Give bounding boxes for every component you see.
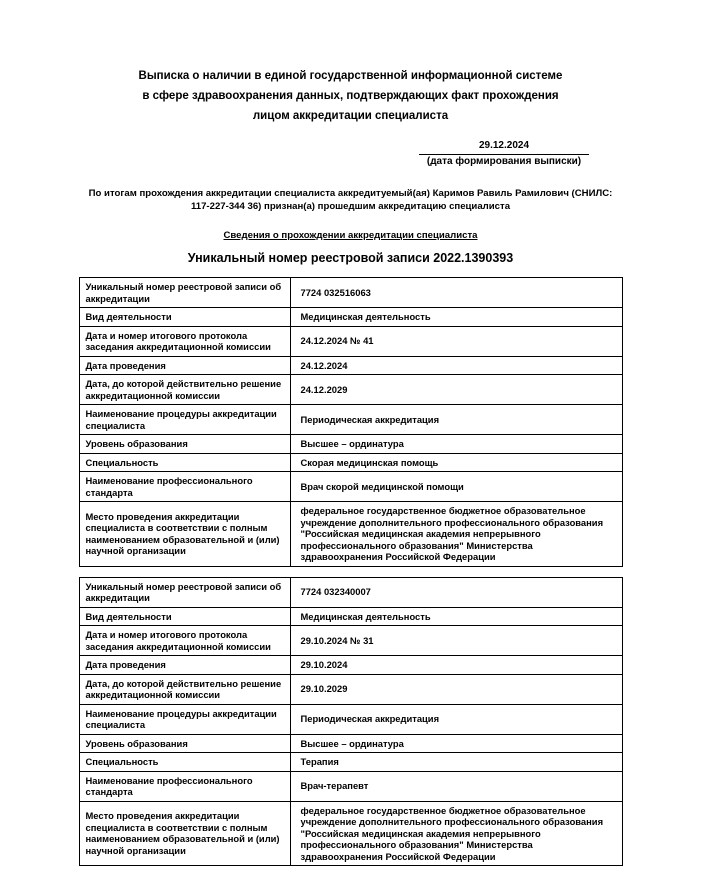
field-value: Высшее – ординатура bbox=[290, 435, 622, 454]
table-row bbox=[79, 472, 622, 502]
table-row bbox=[79, 356, 622, 375]
table-row bbox=[79, 577, 622, 607]
table-row bbox=[79, 771, 622, 801]
field-value: 29.10.2029 bbox=[290, 674, 622, 704]
field-value: Высшее – ординатура bbox=[290, 734, 622, 753]
field-value: 24.12.2024 bbox=[290, 356, 622, 375]
table-row bbox=[79, 607, 622, 626]
table-row bbox=[79, 278, 622, 308]
field-value: Периодическая аккредитация bbox=[290, 405, 622, 435]
field-value: 24.12.2029 bbox=[290, 375, 622, 405]
field-value: федеральное государственное бюджетное образовательное учреждение дополнительного профессионального образования "Российская медицинская академия непрерывного профессионального образования" Министерства здравоохранения Российской Федерации bbox=[290, 502, 622, 567]
field-value: Медицинская деятельность bbox=[290, 308, 622, 327]
table-row bbox=[79, 801, 622, 866]
field-value: 7724 032340007 bbox=[290, 577, 622, 607]
formation-date-block bbox=[419, 140, 589, 168]
field-value: 29.10.2024 bbox=[290, 656, 622, 675]
table-row bbox=[79, 435, 622, 454]
table-row bbox=[79, 674, 622, 704]
field-label: Дата проведения bbox=[79, 356, 290, 375]
field-value: 24.12.2024 № 41 bbox=[290, 326, 622, 356]
table-row bbox=[79, 626, 622, 656]
field-label: Вид деятельности bbox=[79, 308, 290, 327]
field-label: Дата и номер итогового протокола заседания аккредитационной комиссии bbox=[79, 626, 290, 656]
field-label: Место проведения аккредитации специалиста в соответствии с полным наименованием образовательной и (или) научной организации bbox=[79, 502, 290, 567]
field-label: Наименование профессионального стандарта bbox=[79, 771, 290, 801]
field-value: федеральное государственное бюджетное образовательное учреждение дополнительного профессионального образования "Российская медицинская академия непрерывного профессионального образования" Министерства здравоохранения Российской Федерации bbox=[290, 801, 622, 866]
field-label: Дата, до которой действительно решение аккредитационной комиссии bbox=[79, 375, 290, 405]
field-label: Уровень образования bbox=[79, 734, 290, 753]
table-row bbox=[79, 753, 622, 772]
field-label: Наименование профессионального стандарта bbox=[79, 472, 290, 502]
document-title: Выписка о наличии в единой государственной информационной системе в сфере здравоохранения данных, подтверждающих факт прохождения лицом аккредитации специалиста bbox=[138, 70, 563, 122]
table-row bbox=[79, 326, 622, 356]
section-heading: Сведения о прохождении аккредитации специалиста bbox=[223, 230, 478, 241]
field-label: Дата, до которой действительно решение аккредитационной комиссии bbox=[79, 674, 290, 704]
field-value: Врач-терапевт bbox=[290, 771, 622, 801]
table-row bbox=[79, 734, 622, 753]
table-row bbox=[79, 308, 622, 327]
field-label: Наименование процедуры аккредитации специалиста bbox=[79, 704, 290, 734]
field-value: 7724 032516063 bbox=[290, 278, 622, 308]
field-label: Специальность bbox=[79, 453, 290, 472]
table-row bbox=[79, 502, 622, 567]
accreditation-table-2 bbox=[79, 577, 623, 867]
accreditation-table-1 bbox=[79, 277, 623, 567]
field-value: Периодическая аккредитация bbox=[290, 704, 622, 734]
formation-date-label: (дата формирования выписки) bbox=[426, 156, 582, 167]
field-value: 29.10.2024 № 31 bbox=[290, 626, 622, 656]
table-row bbox=[79, 375, 622, 405]
field-label: Специальность bbox=[79, 753, 290, 772]
table-row bbox=[79, 453, 622, 472]
formation-date: 29.12.2024 bbox=[419, 140, 589, 155]
accreditation-summary: По итогам прохождения аккредитации специалиста аккредитуемый(ая) Каримов Равиль Рамилович (СНИЛС: 117-227-344 36) признан(а) прошедшим аккредитацию специалиста bbox=[88, 188, 613, 212]
field-label: Уровень образования bbox=[79, 435, 290, 454]
table-row bbox=[79, 704, 622, 734]
field-label: Уникальный номер реестровой записи об аккредитации bbox=[79, 577, 290, 607]
field-value: Медицинская деятельность bbox=[290, 607, 622, 626]
field-label: Наименование процедуры аккредитации специалиста bbox=[79, 405, 290, 435]
field-value: Терапия bbox=[290, 753, 622, 772]
field-label: Уникальный номер реестровой записи об аккредитации bbox=[79, 278, 290, 308]
table-row bbox=[79, 656, 622, 675]
field-label: Место проведения аккредитации специалиста в соответствии с полным наименованием образовательной и (или) научной организации bbox=[79, 801, 290, 866]
field-label: Вид деятельности bbox=[79, 607, 290, 626]
field-label: Дата и номер итогового протокола заседания аккредитационной комиссии bbox=[79, 326, 290, 356]
field-value: Врач скорой медицинской помощи bbox=[290, 472, 622, 502]
table-row bbox=[79, 405, 622, 435]
field-value: Скорая медицинская помощь bbox=[290, 453, 622, 472]
field-label: Дата проведения bbox=[79, 656, 290, 675]
registry-record-heading: Уникальный номер реестровой записи 2022.1390393 bbox=[187, 251, 514, 265]
